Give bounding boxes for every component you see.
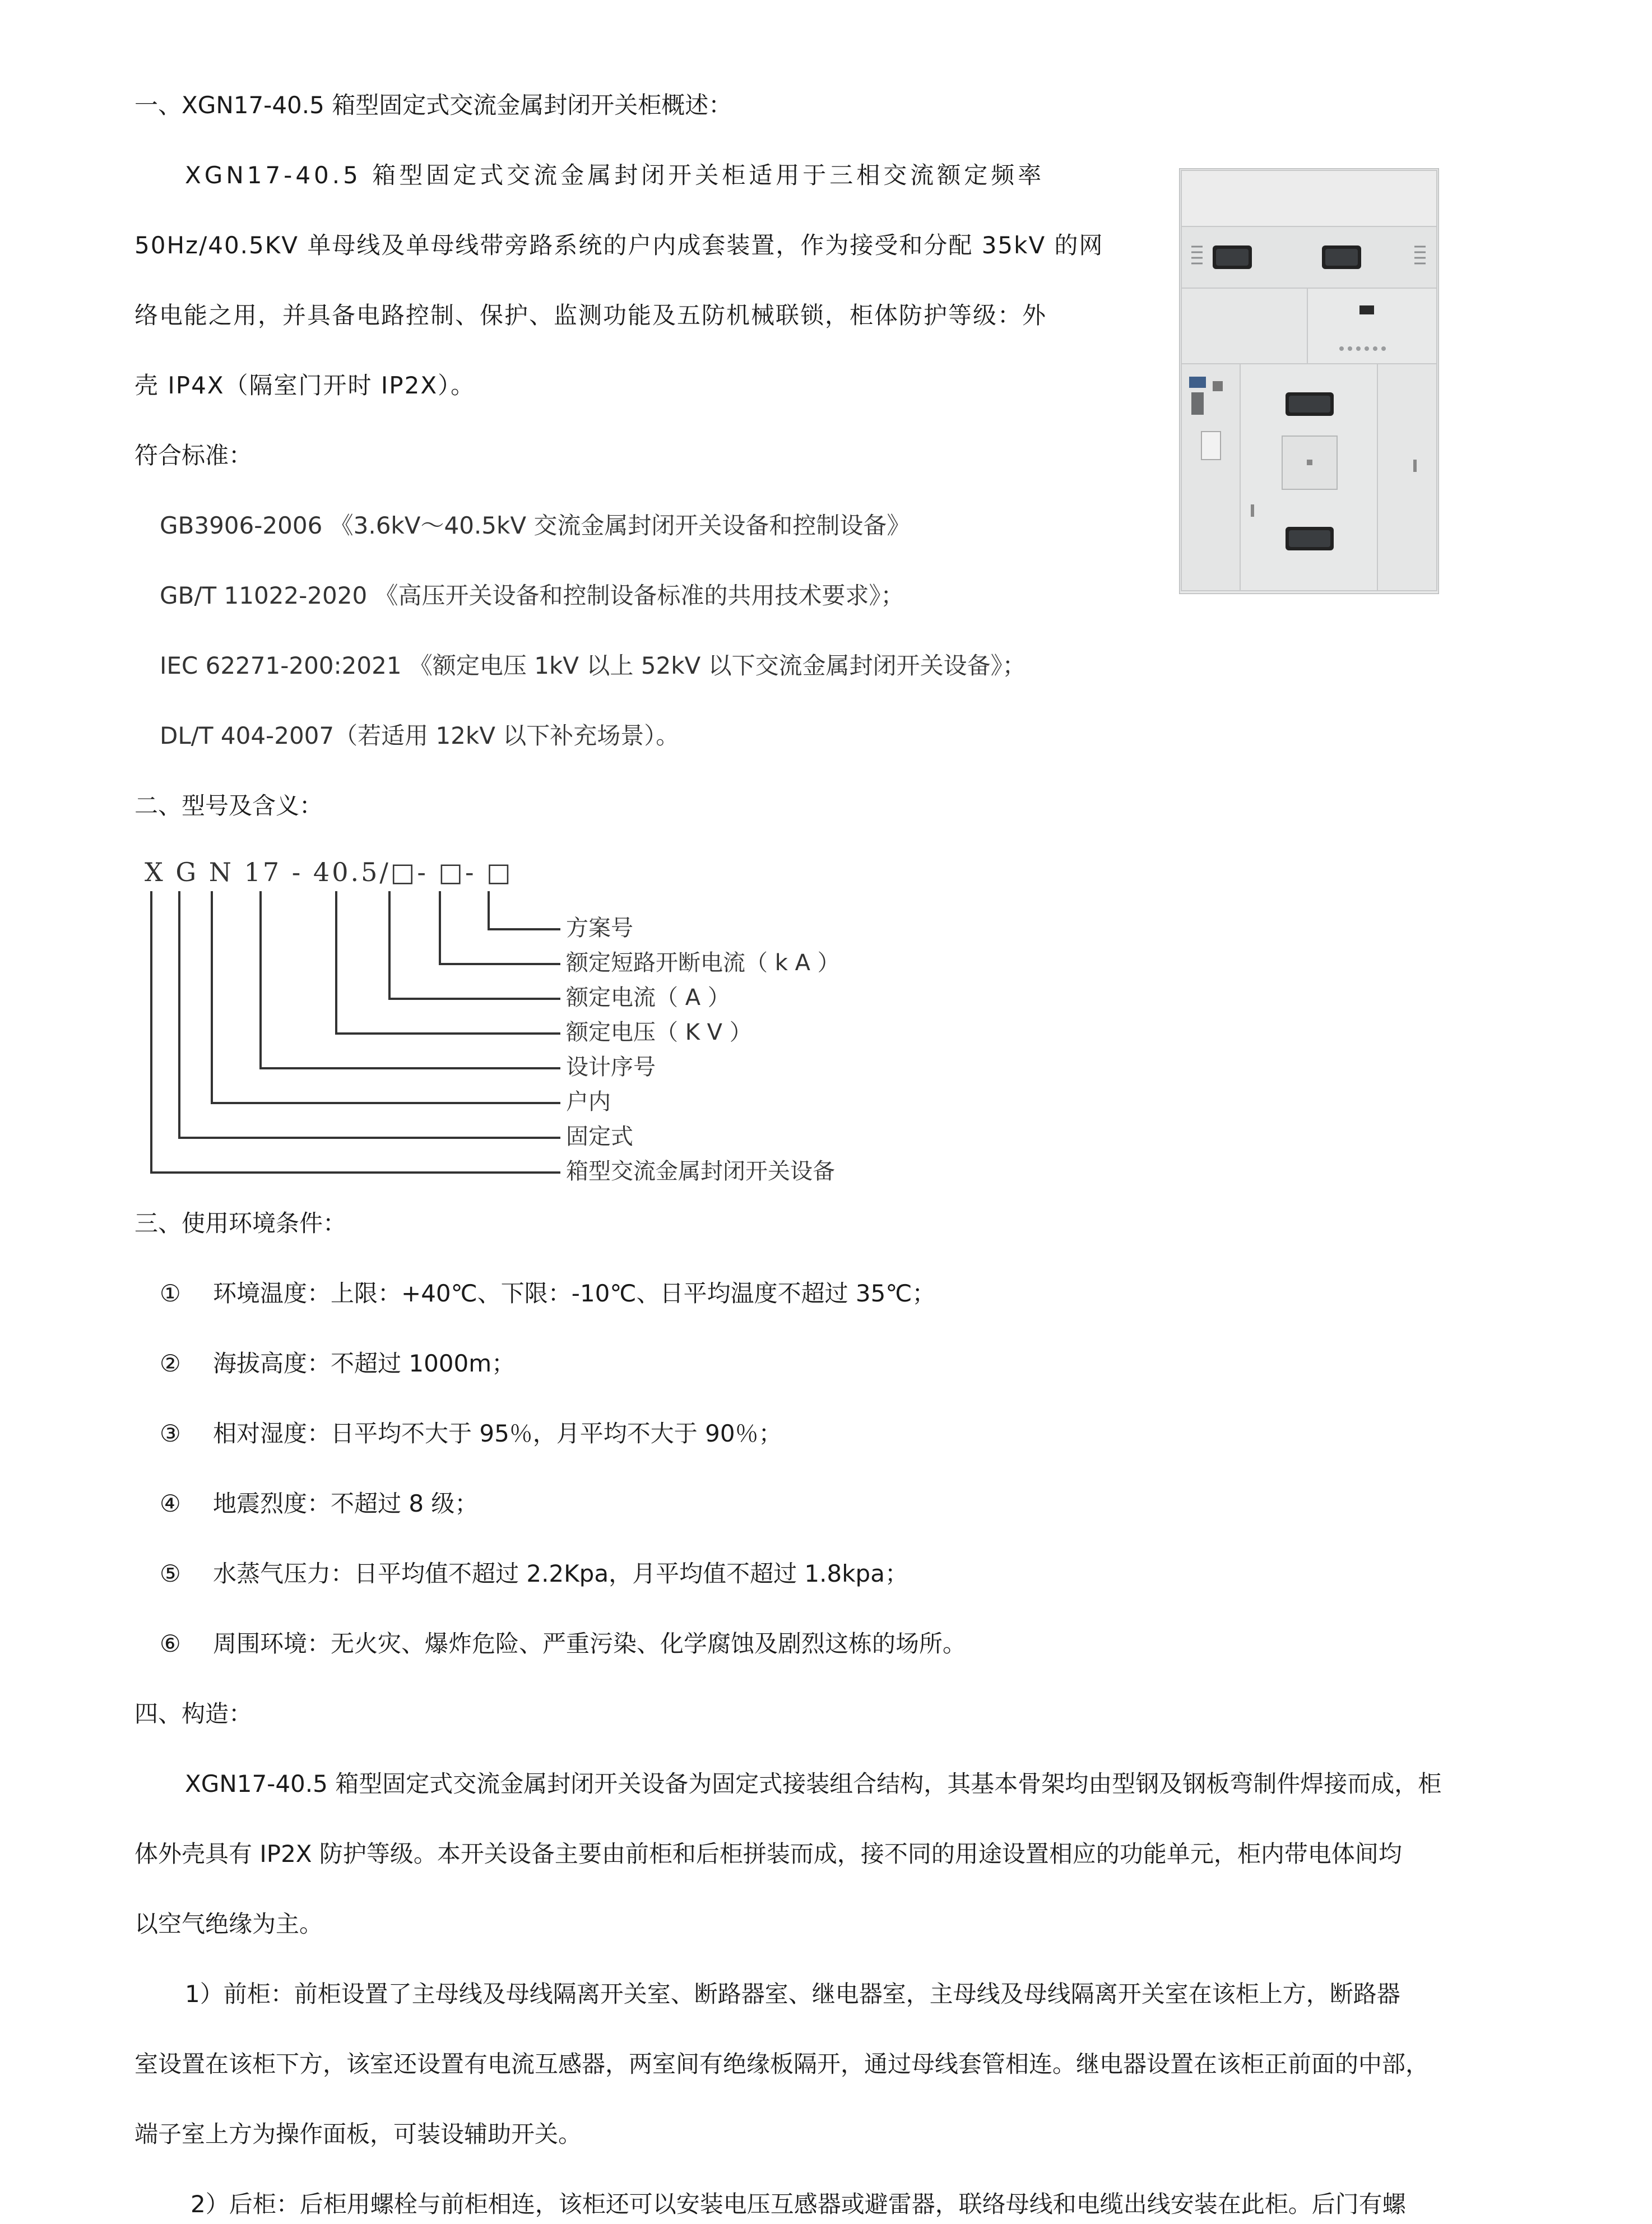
env-item-5-num: ⑤: [160, 1560, 181, 1587]
structure-line-3: 以空气绝缘为主。: [134, 1910, 323, 1938]
structure-line-6: 端子室上方为操作面板，可装设辅助开关。: [134, 2120, 582, 2148]
env-item-3-num: ③: [160, 1420, 181, 1447]
structure-line-2: 体外壳具有 IP2X 防护等级。本开关设备主要由前柜和后柜拼装而成，接不同的用途设置相应的功能单元，柜内带电体间均: [134, 1840, 1402, 1868]
structure-line-7: 2）后柜：后柜用螺栓与前柜相连，该柜还可以安装电压互感器或避雷器，联络母线和电缆出线安装在此柜。后门有螺: [191, 2190, 1406, 2218]
structure-line-5: 室设置在该柜下方，该室还设置有电流互感器，两室间有绝缘板隔开，通过母线套管相连。继电器设置在该柜正前面的中部，: [134, 2050, 1430, 2078]
designation-label-3: 额定电流（ A ）: [566, 985, 730, 1011]
model-code: X G N 17 - 40.5/□- □- □: [145, 857, 513, 887]
designation-label-5: 设计序号: [566, 1054, 656, 1080]
switchgear-cabinet-image: [1179, 168, 1439, 594]
designation-label-4: 额定电压（ K V ）: [566, 1020, 752, 1045]
model-designation-diagram: [134, 846, 919, 1194]
env-item-1-num: ①: [160, 1280, 181, 1307]
env-item-4-num: ④: [160, 1490, 181, 1517]
intro-line-3: 络电能之用，并具备电路控制、保护、监测功能及五防机械联锁，柜体防护等级：外: [134, 302, 1047, 329]
standard-2: GB/T 11022-2020 《高压开关设备和控制设备标准的共用技术要求》；: [160, 582, 904, 609]
standard-3: IEC 62271-200:2021 《额定电压 1kV 以上 52kV 以下交流金属封闭开关设备》；: [160, 652, 1026, 679]
env-item-6-text: 周围环境：无火灾、爆炸危险、严重污染、化学腐蚀及剧烈这栋的场所。: [213, 1630, 967, 1657]
standard-1: GB3906-2006 《3.6kV～40.5kV 交流金属封闭开关设备和控制设备》: [160, 512, 911, 539]
intro-line-1: XGN17-40.5 箱型固定式交流金属封闭开关柜适用于三相交流额定频率: [185, 161, 1045, 189]
standards-heading: 符合标准：: [134, 442, 253, 469]
diagram-connectors: [134, 846, 919, 1194]
section4-heading: 四、构造：: [134, 1700, 253, 1727]
designation-label-2: 额定短路开断电流（ k A ）: [566, 950, 840, 976]
env-item-6-num: ⑥: [160, 1630, 181, 1657]
designation-label-8: 箱型交流金属封闭开关设备: [566, 1159, 835, 1184]
env-item-1-text: 环境温度：上限：+40℃、下限：-10℃、日平均温度不超过 35℃；: [213, 1280, 936, 1307]
section2-heading: 二、型号及含义：: [134, 792, 323, 819]
structure-line-1: XGN17-40.5 箱型固定式交流金属封闭开关设备为固定式接装组合结构，其基本骨架均由型钢及钢板弯制件焊接而成，柜: [185, 1770, 1442, 1797]
env-item-5-text: 水蒸气压力：日平均值不超过 2.2Kpa，月平均值不超过 1.8kpa；: [213, 1560, 908, 1587]
env-item-2-num: ②: [160, 1350, 181, 1377]
env-item-2-text: 海拔高度：不超过 1000m；: [213, 1350, 516, 1377]
standard-4: DL/T 404-2007（若适用 12kV 以下补充场景）。: [160, 722, 680, 749]
section3-heading: 三、使用环境条件：: [134, 1210, 347, 1237]
intro-line-2: 50Hz/40.5KV 单母线及单母线带旁路系统的户内成套装置，作为接受和分配 35kV 的网: [134, 231, 1104, 259]
intro-line-4: 壳 IP4X（隔室门开时 IP2X）。: [134, 372, 476, 399]
designation-label-7: 固定式: [566, 1124, 633, 1150]
env-item-3-text: 相对湿度：日平均不大于 95％，月平均不大于 90％；: [213, 1420, 782, 1447]
env-item-4-text: 地震烈度：不超过 8 级；: [213, 1490, 479, 1517]
designation-label-6: 户内: [566, 1089, 611, 1115]
designation-label-1: 方案号: [566, 915, 633, 941]
structure-line-4: 1）前柜：前柜设置了主母线及母线隔离开关室、断路器室、继电器室，主母线及母线隔离开关室在该柜上方，断路器: [185, 1980, 1400, 2008]
section1-heading: 一、XGN17-40.5 箱型固定式交流金属封闭开关柜概述：: [134, 91, 732, 119]
